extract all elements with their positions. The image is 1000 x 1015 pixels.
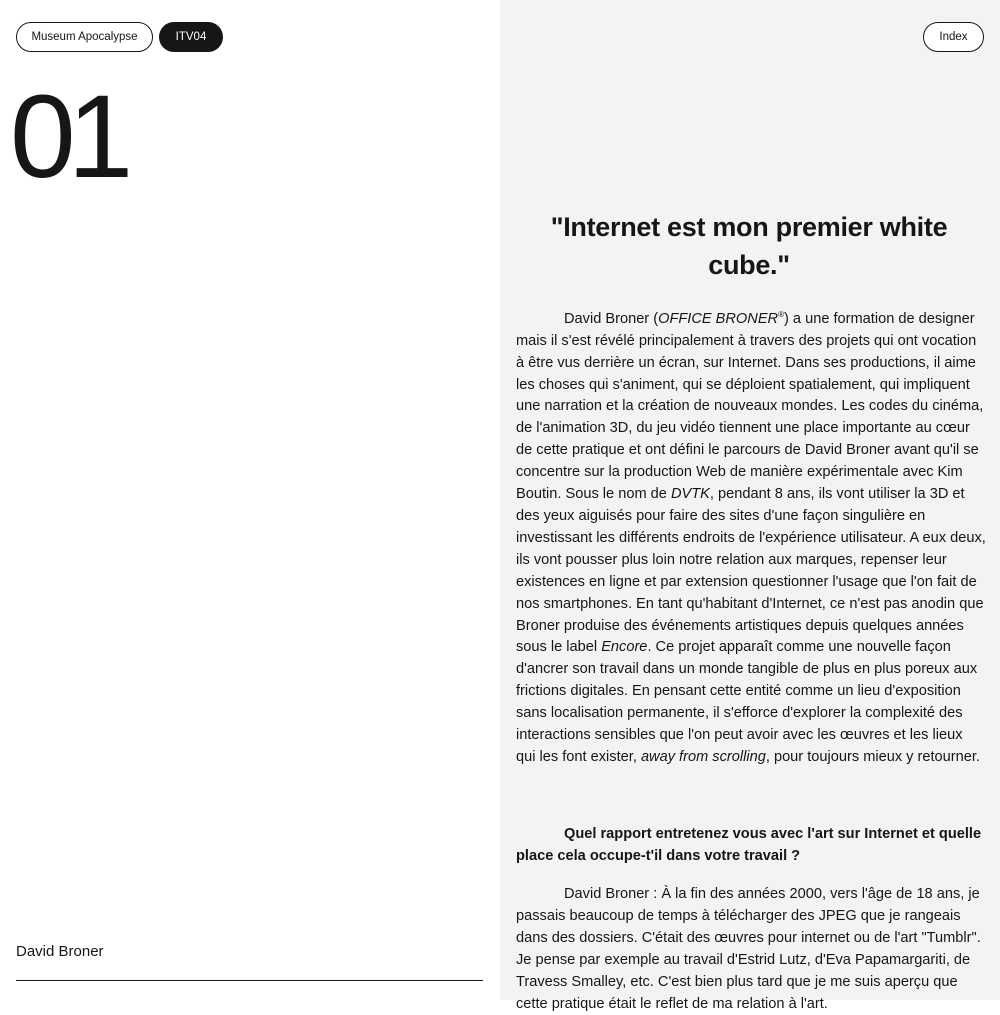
itv04-button[interactable]: ITV04 — [159, 22, 223, 52]
interview-question: Quel rapport entretenez vous avec l'art sur Internet et quelle place cela occupe-t'il dans votre travail ? — [516, 826, 982, 864]
author-name: David Broner — [16, 943, 104, 960]
divider-line — [16, 980, 483, 981]
interview-answer: David Broner : À la fin des années 2000, vers l'âge de 18 ans, je passais beaucoup de temps à télécharger des JPEG que je rangeais dans des dossiers. C'était des œuvres pour internet ou de l'art "Tumblr". Je pense par exemple au travail d'Estrid Lutz, d'Eva Papamargariti, de Travess Smalley, etc. C'est bien plus tard que je me suis aperçu que cette pratique était le reflet de ma relation à l'art. — [516, 886, 981, 1012]
left-panel — [0, 0, 500, 1000]
museum-apocalypse-button[interactable]: Museum Apocalypse — [16, 22, 153, 52]
index-button[interactable]: Index — [923, 22, 984, 52]
article-title: "Internet est mon premier white cube." — [550, 212, 948, 280]
intro-paragraph: David Broner (OFFICE BRONER®) a une formation de designer mais il s'est révélé principalement à travers des projets qui ont vocation à être vus derrière un écran, sur Internet. Dans ses productions, il aime les choses qui s'animent, qui se déploient spatialement, qui impliquent une narration et la création de nouveaux mondes. Les codes du cinéma, de l'animation 3D, du jeu vidéo tiennent une place importante au cœur de cette pratique et ont défini le parcours de David Broner avant qu'il se concentre sur la production Web de manière expérimentale avec Kim Boutin. Sous le nom de DVTK, pendant 8 ans, ils vont utiliser la 3D et des yeux aiguisés pour faire des sites d'une façon singulière en investissant les différents endroits de l'expérience utilisateur. A eux deux, ils vont pousser plus loin notre relation aux marques, repenser leur existences en ligne et par extension questionner l'usage que l'on fait de nos smartphones. En tant qu'habitant d'Internet, ce n'est pas anodin que Broner produise des événements artistiques depuis quelques années sous le label Encore. Ce projet apparaît comme une nouvelle façon d'ancrer son travail dans un monde tangible de plus en plus poreux aux frictions digitales. En pensant cette entité comme un lieu d'exposition sans localisation permanente, il s'efforce d'explorer la complexité des interactions sensibles que l'on peut avoir avec les œuvres et les lieux qui les font exister, away from scrolling, pour toujours mieux y retourner. — [516, 310, 986, 765]
article-panel — [500, 0, 1000, 1012]
interview-number: 01 — [10, 71, 126, 203]
